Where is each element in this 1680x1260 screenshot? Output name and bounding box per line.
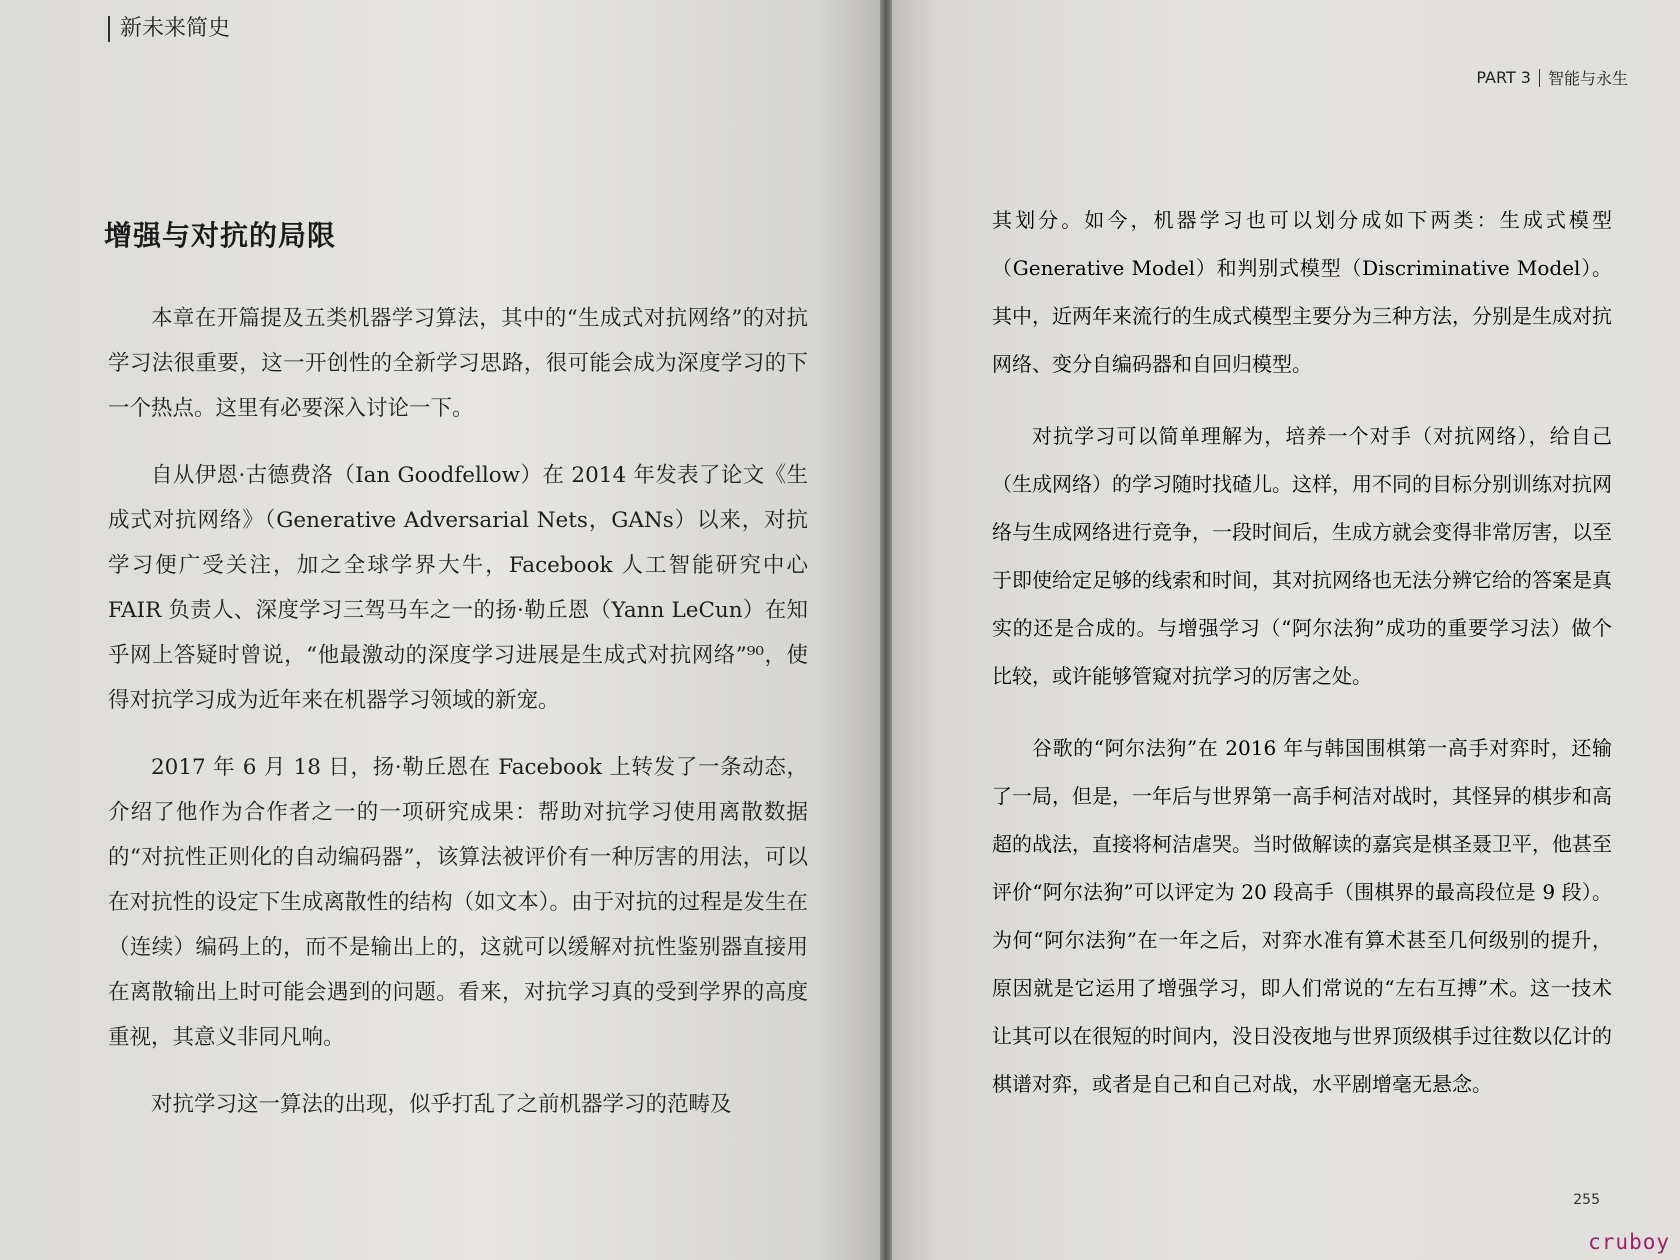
page-number: 255	[1573, 1192, 1600, 1208]
part-label: PART 3	[1476, 68, 1531, 87]
book-gutter	[880, 0, 892, 1260]
right-page-body	[992, 196, 1612, 1132]
divider	[1539, 69, 1540, 87]
running-head-part	[1476, 66, 1628, 89]
left-page-body	[108, 296, 808, 1149]
paragraph: 其划分。如今，机器学习也可以划分成如下两类：生成式模型（Generative Model）和判别式模型（Discriminative Model）。其中，近两年来流行的生成式模型主要分为三种方法，分别是生成对抗网络、变分自编码器和自回归模型。	[992, 208, 1612, 376]
running-head-book-title: 新未来简史	[108, 16, 230, 42]
paragraph: 2017 年 6 月 18 日，扬·勒丘恩在 Facebook 上转发了一条动态，介绍了他作为合作者之一的一项研究成果：帮助对抗学习使用离散数据的“对抗性正则化的自动编码器”，该算法被评价有一种厉害的用法，可以在对抗性的设定下生成离散性的结构（如文本）。由于对抗的过程是发生在（连续）编码上的，而不是输出上的，这就可以缓解对抗性鉴别器直接用在离散输出上时可能会遇到的问题。看来，对抗学习真的受到学界的高度重视，其意义非同凡响。	[108, 755, 808, 1050]
section-heading: 增强与对抗的局限	[104, 219, 337, 252]
part-title: 智能与永生	[1547, 69, 1628, 88]
watermark-text: cruboy	[1588, 1230, 1670, 1254]
paragraph: 对抗学习这一算法的出现，似乎打乱了之前机器学习的范畴及	[151, 1092, 732, 1117]
paragraph: 对抗学习可以简单理解为，培养一个对手（对抗网络），给自己（生成网络）的学习随时找碴儿。这样，用不同的目标分别训练对抗网络与生成网络进行竞争，一段时间后，生成方就会变得非常厉害，以至于即使给定足够的线索和时间，其对抗网络也无法分辨它给的答案是真实的还是合成的。与增强学习（“阿尔法狗”成功的重要学习法）做个比较，或许能够管窥对抗学习的厉害之处。	[992, 424, 1612, 688]
paragraph: 谷歌的“阿尔法狗”在 2016 年与韩国围棋第一高手对弈时，还输了一局，但是，一年后与世界第一高手柯洁对战时，其怪异的棋步和高超的战法，直接将柯洁虐哭。当时做解读的嘉宾是棋圣聂卫平，他甚至评价“阿尔法狗”可以评定为 20 段高手（围棋界的最高段位是 9 段）。为何“阿尔法狗”在一年之后，对弈水准有算术甚至几何级别的提升，原因就是它运用了增强学习，即人们常说的“左右互搏”术。这一技术让其可以在很短的时间内，没日没夜地与世界顶级棋手过往数以亿计的棋谱对弈，或者是自己和自己对战，水平剧增毫无悬念。	[992, 736, 1612, 1096]
paragraph: 本章在开篇提及五类机器学习算法，其中的“生成式对抗网络”的对抗学习法很重要，这一开创性的全新学习思路，很可能会成为深度学习的下一个热点。这里有必要深入讨论一下。	[108, 306, 808, 421]
paragraph: 自从伊恩·古德费洛（Ian Goodfellow）在 2014 年发表了论文《生成式对抗网络》（Generative Adversarial Nets，GANs）以来，对抗学习便广受关注，加之全球学界大牛，Facebook 人工智能研究中心 FAIR 负责人、深度学习三驾马车之一的扬·勒丘恩（Yann LeCun）在知乎网上答疑时曾说，“他最激动的深度学习进展是生成式对抗网络”⁹⁰，使得对抗学习成为近年来在机器学习领域的新宠。	[108, 463, 808, 713]
